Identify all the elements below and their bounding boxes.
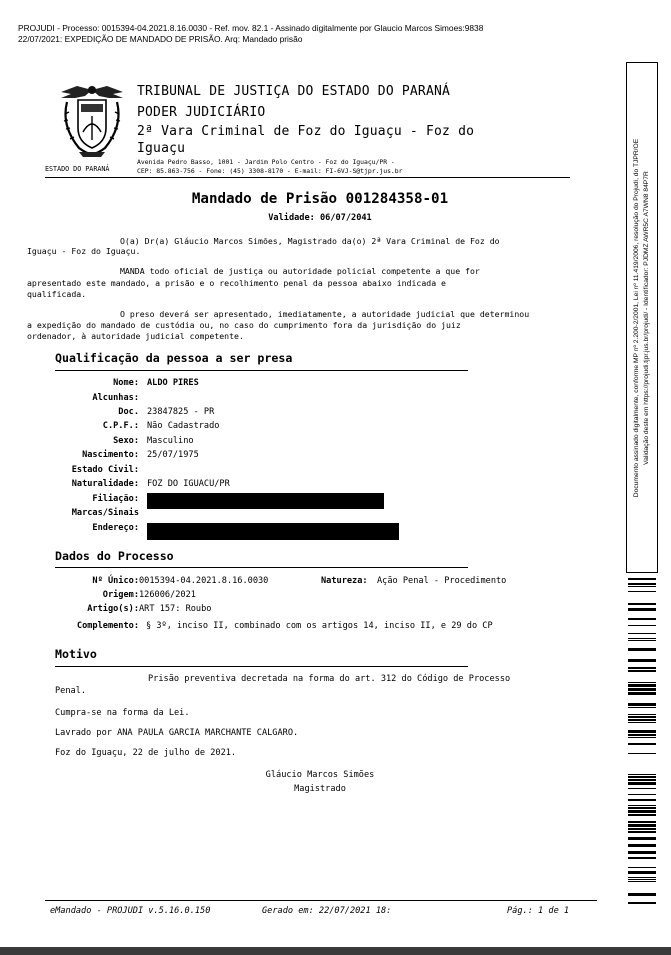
barcode-icon xyxy=(628,578,656,906)
footer-divider xyxy=(45,900,597,901)
viewer-bottom-bar xyxy=(0,947,671,955)
value-complemento: § 3º, inciso II, combinado com os artigos 14, inciso II, e 29 do CP xyxy=(146,621,493,631)
label-complemento: Complemento: xyxy=(76,621,139,631)
label-numero-unico: Nº Único: xyxy=(92,576,139,586)
cumpra-se-text: Cumpra-se na forma da Lei. xyxy=(55,708,190,718)
court-contact: CEP: 85.863-756 - Fone: (45) 3308-8170 - E-mail: FI-6VJ-S@tjpr.jus.br xyxy=(137,167,403,175)
value-numero-unico: 0015394-04.2021.8.16.0030 xyxy=(139,576,269,586)
value-natureza: Ação Penal - Procedimento xyxy=(377,576,507,586)
person-section-heading: Qualificação da pessoa a ser presa xyxy=(55,351,293,365)
intro-p3-line3: ordenador, à autoridade judicial competente. xyxy=(27,331,244,341)
person-section-divider xyxy=(55,370,468,371)
intro-p3-line2: a expedição do mandado de custódia ou, no caso do cumprimento fora da jurisdição do juiz xyxy=(27,320,461,330)
footer-generated: Gerado em: 22/07/2021 18: xyxy=(262,906,392,916)
label-origem: Origem: xyxy=(102,590,139,600)
intro-p2-line3: qualificada. xyxy=(27,289,87,299)
label-natureza: Natureza: xyxy=(321,576,368,586)
parana-coat-of-arms-icon xyxy=(57,82,127,162)
motivo-line2: Penal. xyxy=(55,686,87,696)
label-cpf: C.P.F.: xyxy=(102,421,139,431)
redacted-endereco xyxy=(147,523,399,540)
intro-p1-line1: O(a) Dr(a) Gláucio Marcos Simões, Magistrado da(o) 2ª Vara Criminal de Foz do xyxy=(120,236,500,246)
court-address: Avenida Pedro Basso, 1001 - Jardim Polo Centro - Foz do Iguaçu/PR - xyxy=(137,158,395,166)
projudi-header-line1: PROJUDI - Processo: 0015394-04.2021.8.16.0030 - Ref. mov. 82.1 - Assinado digitalmente por Glaucio Marcos Simoes:9838 xyxy=(18,23,484,33)
label-filiacao: Filiação: xyxy=(92,494,139,504)
label-alcunhas: Alcunhas: xyxy=(92,393,139,403)
label-artigos: Artigo(s): xyxy=(87,604,139,614)
warrant-title: Mandado de Prisão 001284358-01 xyxy=(191,191,449,207)
value-sexo: Masculino xyxy=(147,436,194,446)
label-endereco: Endereço: xyxy=(92,523,139,533)
warrant-validity: Validade: 06/07/2041 xyxy=(268,213,372,223)
signer-role: Magistrado xyxy=(294,784,346,794)
label-estado-civil: Estado Civil: xyxy=(71,465,139,475)
label-doc: Doc. xyxy=(118,407,139,417)
court-name: TRIBUNAL DE JUSTIÇA DO ESTADO DO PARANÁ xyxy=(137,84,451,99)
lavrado-por-text: Lavrado por ANA PAULA GARCIA MARCHANTE CALGARO. xyxy=(55,728,299,738)
process-section-heading: Dados do Processo xyxy=(55,549,174,563)
intro-p2-line1: MANDA todo oficial de justiça ou autoridade policial competente a que for xyxy=(120,266,480,276)
intro-p2-line2: apresentado este mandado, a prisão e o recolhimento penal da pessoa abaixo indicada e xyxy=(27,278,446,288)
label-marcas: Marcas/Sinais xyxy=(71,508,139,518)
intro-p3-line1: O preso deverá ser apresentado, imediatamente, a autoridade judicial que determinou xyxy=(120,309,530,319)
signer-name: Gláucio Marcos Simões xyxy=(265,770,375,780)
label-naturalidade: Naturalidade: xyxy=(71,479,139,489)
footer-system: eMandado - PROJUDI v.5.16.0.150 xyxy=(50,906,211,916)
footer-page: Pág.: 1 de 1 xyxy=(507,906,570,916)
process-section-divider xyxy=(55,567,468,568)
signature-notice: Documento assinado digitalmente, conforme MP nº 2.200-2/2001, Lei nº 11.419/2006, resolução do Projudi, do TJPR/OE xyxy=(633,138,640,497)
value-origem: 126006/2021 xyxy=(139,590,196,600)
value-naturalidade: FOZ DO IGUACU/PR xyxy=(147,479,230,489)
motivo-section-divider xyxy=(55,666,468,667)
emblem-caption: ESTADO DO PARANÁ xyxy=(45,165,110,173)
digital-signature-box xyxy=(626,62,658,573)
value-artigos: ART 157: Roubo xyxy=(139,604,212,614)
court-division-line2: Iguaçu xyxy=(137,141,186,156)
local-data-text: Foz do Iguaçu, 22 de julho de 2021. xyxy=(55,748,237,758)
intro-p1-line2: Iguaçu - Foz do Iguaçu. xyxy=(27,246,141,256)
value-doc: 23847825 - PR xyxy=(147,407,215,417)
redacted-filiacao xyxy=(147,493,384,509)
value-cpf: Não Cadastrado xyxy=(147,421,220,431)
label-nome: Nome: xyxy=(113,378,139,388)
label-nascimento: Nascimento: xyxy=(82,450,139,460)
court-division-line1: 2ª Vara Criminal de Foz do Iguaçu - Foz do xyxy=(137,124,475,139)
judiciary-name: PODER JUDICIÁRIO xyxy=(137,105,266,120)
motivo-section-heading: Motivo xyxy=(55,647,97,661)
header-divider xyxy=(45,177,570,178)
value-nome: ALDO PIRES xyxy=(147,378,199,388)
motivo-line1: Prisão preventiva decretada na forma do art. 312 do Código de Processo xyxy=(148,674,511,684)
value-nascimento: 25/07/1975 xyxy=(147,450,199,460)
label-sexo: Sexo: xyxy=(113,436,139,446)
projudi-header-line2: 22/07/2021: EXPEDIÇÃO DE MANDADO DE PRISÃO. Arq: Mandado prisão xyxy=(18,34,303,44)
validation-notice: Validação deste em https://projudi.tjpr.jus.br/projudi/ - Identificador: PJDMZ AWR5C A7WN8 84P7R xyxy=(643,170,650,465)
